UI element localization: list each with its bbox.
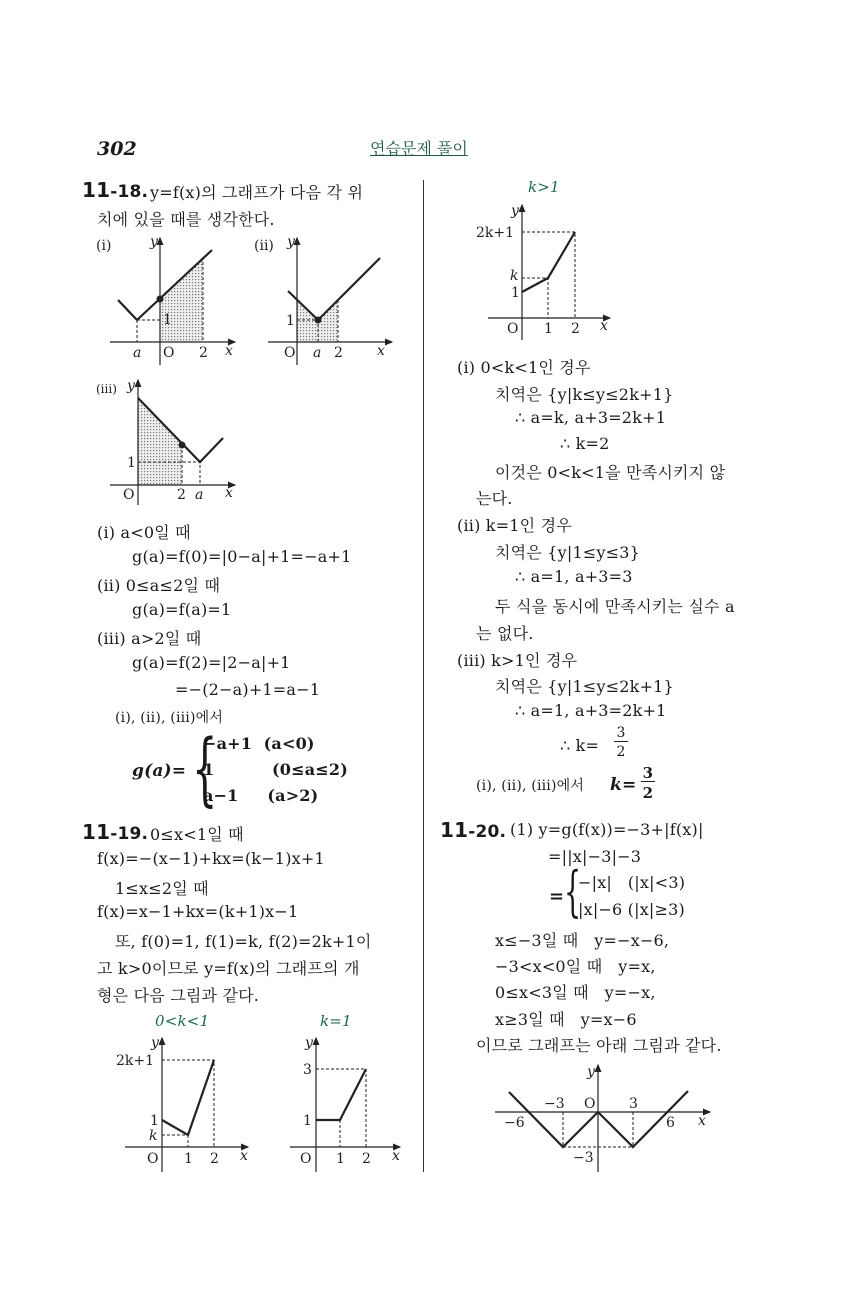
tick-label: 1 — [336, 1151, 345, 1167]
graph-title: k=1 — [320, 1012, 352, 1030]
text-line: =−(2−a)+1=a−1 — [175, 680, 321, 699]
tick-label: 2k+1 — [476, 225, 515, 241]
text-line: |x|−6 (|x|≥3) — [578, 900, 685, 919]
tick-label: 2 — [177, 487, 186, 503]
graph-tag: (i) — [96, 238, 112, 254]
text-line: 1≤x≤2일 때 — [115, 879, 209, 898]
text-line: 치에 있을 때를 생각한다. — [97, 210, 275, 229]
axis-label: x — [377, 343, 385, 359]
text-line: g(a)=f(2)=|2−a|+1 — [132, 653, 291, 672]
answer-case: −a+1 (a<0) — [203, 734, 315, 753]
tick-label: 3 — [303, 1062, 312, 1078]
text-line: (i), (ii), (iii)에서 — [115, 710, 224, 726]
tick-label: 2 — [199, 345, 208, 361]
tick-label: 2 — [210, 1151, 219, 1167]
text-line: y=f(x)의 그래프가 다음 각 위 — [150, 183, 364, 202]
text-line: x≤−3일 때 y=−x−6, — [495, 931, 670, 950]
text-line: ∴ k=2 — [560, 434, 610, 453]
origin-label: O — [584, 1096, 596, 1112]
graph-tag: (ii) — [254, 238, 274, 254]
text-line: 0≤x<3일 때 y=−x, — [495, 983, 656, 1002]
text-line: (iii) k>1인 경우 — [457, 651, 578, 670]
text-line: ∴ a=1, a+3=3 — [515, 567, 633, 586]
text-line: ∴ a=1, a+3=2k+1 — [515, 701, 667, 720]
axis-label: y — [151, 1035, 159, 1051]
brace: { — [564, 860, 582, 923]
tick-label: 1 — [286, 313, 295, 329]
tick-label: 1 — [511, 285, 520, 301]
brace: { — [192, 722, 218, 815]
text-line: 고 k>0이므로 y=f(x)의 그래프의 개 — [97, 959, 360, 978]
text-line: x≥3일 때 y=x−6 — [495, 1010, 637, 1029]
text-line: (iii) a>2일 때 — [97, 629, 202, 648]
text-line: (ii) k=1인 경우 — [457, 516, 572, 535]
text-line: 두 식을 동시에 만족시키는 실수 a — [495, 597, 735, 616]
text-line: g(a)=f(a)=1 — [132, 600, 232, 619]
tick-label: 2 — [334, 345, 343, 361]
origin-label: O — [147, 1151, 159, 1167]
tick-label: −3 — [544, 1096, 565, 1112]
origin-label: O — [123, 487, 135, 503]
text-line: (ii) 0≤a≤2일 때 — [97, 576, 221, 595]
text-line: =||x|−3|−3 — [548, 847, 642, 866]
graph-title: k>1 — [528, 178, 560, 196]
text-line: (i) a<0일 때 — [97, 523, 191, 542]
text-line: 치역은 {y|k≤y≤2k+1} — [495, 385, 674, 404]
fraction-numerator: 3 — [614, 726, 628, 742]
text-line: −|x| (|x|<3) — [578, 873, 686, 892]
text-line: 형은 다음 그림과 같다. — [97, 986, 260, 1005]
text-line: (i) 0<k<1인 경우 — [457, 358, 591, 377]
axis-label: x — [240, 1148, 248, 1164]
text-line: f(x)=−(x−1)+kx=(k−1)x+1 — [97, 849, 325, 868]
text-line: 이므로 그래프는 아래 그림과 같다. — [476, 1036, 722, 1055]
origin-label: O — [300, 1151, 312, 1167]
origin-label: O — [163, 345, 175, 361]
answer-denominator: 2 — [642, 784, 654, 802]
tick-label: 1 — [303, 1113, 312, 1129]
graph-title: 0<k<1 — [155, 1012, 210, 1030]
text-line: 또, f(0)=1, f(1)=k, f(2)=2k+1이 — [115, 932, 372, 951]
tick-label: a — [313, 345, 322, 361]
axis-label: y — [127, 378, 135, 394]
text-line: ∴ a=k, a+3=2k+1 — [515, 408, 667, 427]
tick-label: 1 — [163, 312, 172, 328]
axis-label: x — [225, 485, 233, 501]
text-line: −3<x<0일 때 y=x, — [495, 957, 656, 976]
tick-label: k — [149, 1128, 158, 1144]
text-line: f(x)=x−1+kx=(k+1)x−1 — [97, 902, 299, 921]
tick-label: 1 — [184, 1151, 193, 1167]
tick-label: −6 — [504, 1115, 525, 1131]
text-line: 는다. — [476, 489, 513, 508]
axis-label: y — [587, 1064, 595, 1080]
tick-label: 2 — [362, 1151, 371, 1167]
text-line: g(a)=f(0)=|0−a|+1=−a+1 — [132, 547, 352, 566]
axis-label: y — [287, 234, 295, 250]
answer-numerator: 3 — [642, 764, 654, 782]
origin-label: O — [507, 321, 519, 337]
answer-lhs: k= — [610, 775, 637, 795]
axis-label: x — [600, 318, 608, 334]
text-line: (1) y=g(f(x))=−3+|f(x)| — [510, 820, 704, 839]
axis-label: y — [511, 203, 519, 219]
tick-label: 2k+1 — [116, 1053, 155, 1069]
text-line: ∴ k= — [560, 736, 600, 755]
graph-11-20 — [495, 1065, 710, 1172]
answer-lhs: g(a)= — [132, 761, 187, 781]
tick-label: 2 — [571, 321, 580, 337]
axis-label: x — [698, 1113, 706, 1129]
axis-label: y — [305, 1035, 313, 1051]
graph-tag: (iii) — [96, 382, 117, 396]
text-line: 0≤x<1일 때 — [150, 825, 244, 844]
axis-label: x — [225, 343, 233, 359]
problem-number-11-20: 11-20. — [440, 818, 507, 842]
text-line: 이것은 0<k<1을 만족시키지 않 — [495, 463, 726, 482]
text-line: (i), (ii), (iii)에서 — [476, 778, 585, 794]
tick-label: 3 — [629, 1096, 638, 1112]
text-line: 치역은 {y|1≤y≤3} — [495, 543, 641, 562]
answer-case: 1 (0≤a≤2) — [203, 760, 349, 779]
problem-number-11-18: 11-18. — [82, 178, 149, 202]
text-line: 는 없다. — [476, 624, 534, 643]
answer-case: a−1 (a>2) — [203, 786, 319, 805]
equals: = — [549, 886, 565, 907]
axis-label: x — [392, 1148, 400, 1164]
fraction-denominator: 2 — [616, 744, 626, 760]
tick-label: 1 — [150, 1113, 159, 1129]
tick-label: 1 — [544, 321, 553, 337]
tick-label: k — [510, 268, 519, 284]
tick-label: 1 — [127, 455, 136, 471]
section-title: 연습문제 풀이 — [370, 139, 468, 158]
text-line: 치역은 {y|1≤y≤2k+1} — [495, 677, 674, 696]
tick-label: −3 — [573, 1150, 594, 1166]
tick-label: a — [133, 345, 142, 361]
tick-label: 6 — [666, 1115, 675, 1131]
origin-label: O — [284, 345, 296, 361]
tick-label: a — [195, 487, 204, 503]
axis-label: y — [150, 234, 158, 250]
page-number: 302 — [97, 138, 137, 160]
problem-number-11-19: 11-19. — [82, 820, 149, 844]
